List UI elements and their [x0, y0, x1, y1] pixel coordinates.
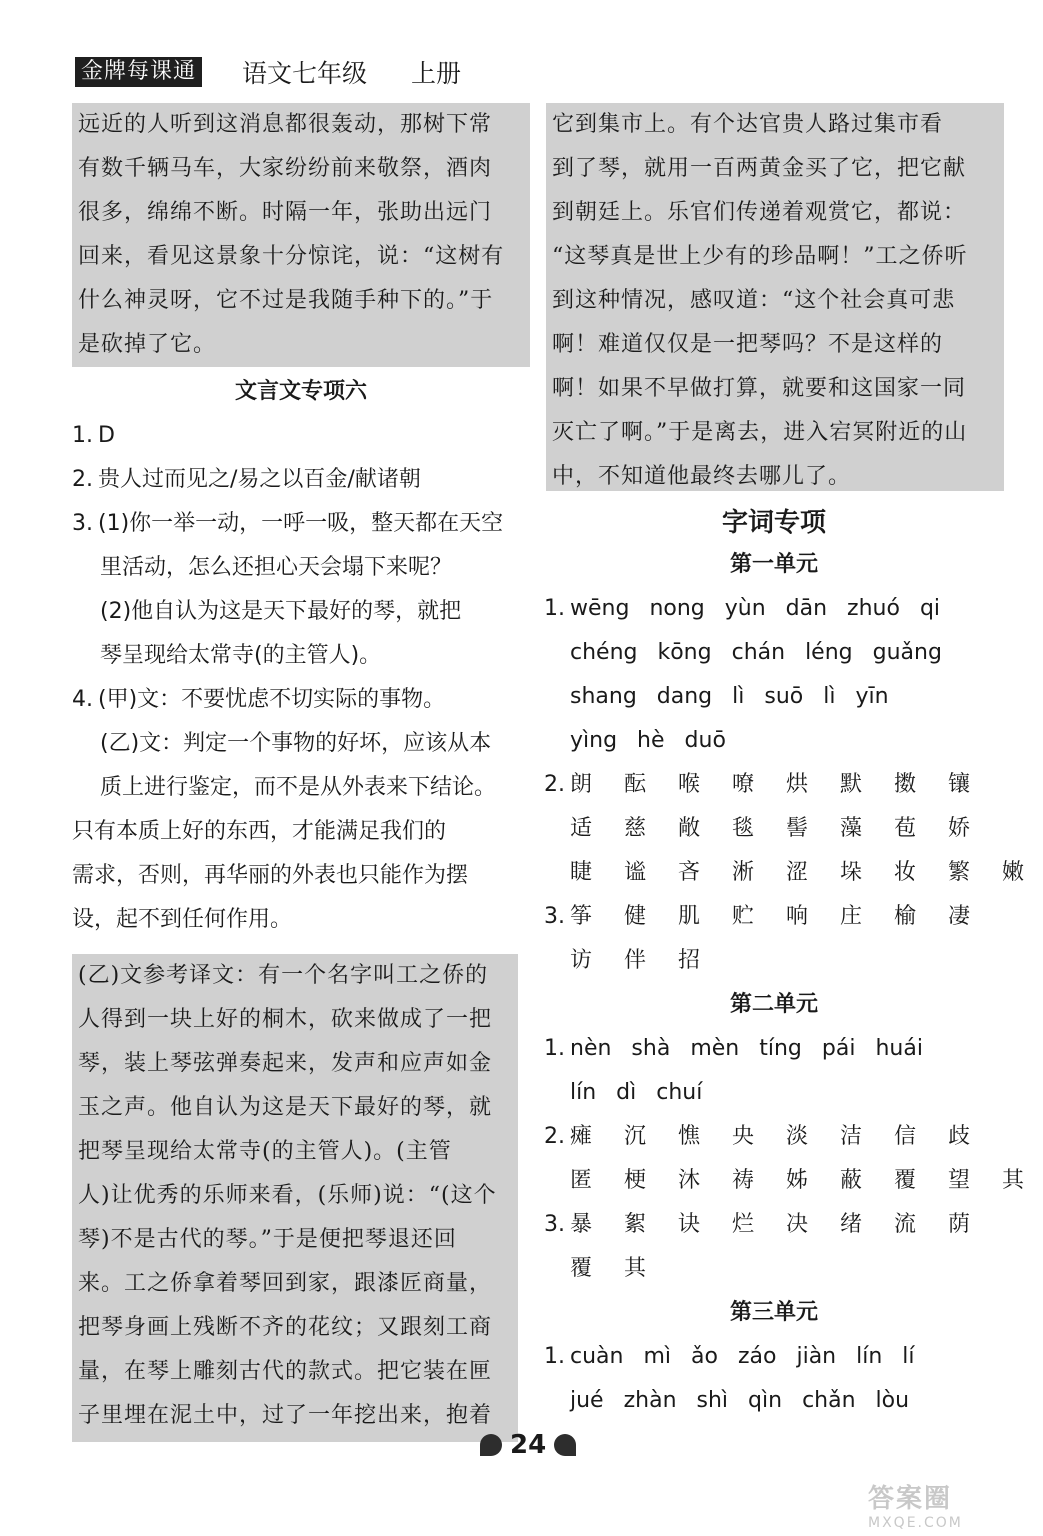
answer-item: 1. D [72, 423, 115, 448]
vocab-row [544, 675, 1004, 719]
hanzi-char: 其 [624, 1256, 647, 1281]
hanzi-char: 吝 [678, 860, 701, 885]
hanzi-char: 信 [894, 1124, 917, 1149]
answer-3-lines [72, 546, 530, 678]
answer-4-lines [72, 722, 530, 942]
hanzi-char: 烘 [786, 772, 809, 797]
answer-line: (2)他自认为这是天下最好的琴，就把 [100, 599, 462, 624]
answer-line: 里活动，怎么还担心天会塌下来呢？ [100, 555, 453, 580]
leaf-right-icon [554, 1434, 576, 1456]
watermark-logo: 答案圈 MXQE.COM [868, 1484, 963, 1531]
hanzi-char: 朗 [570, 772, 593, 797]
pinyin-word: shì [696, 1388, 729, 1413]
vocab-row [544, 719, 1004, 763]
hanzi-char: 荫 [948, 1212, 971, 1237]
pinyin-word: chéng [570, 640, 638, 665]
box-text-line: 人)让优秀的乐师来看，(乐师)说：“(这个 [78, 1183, 497, 1208]
hanzi-char: 涩 [786, 860, 809, 885]
hanzi-char: 招 [678, 948, 701, 973]
vocab-units [544, 543, 1025, 1423]
box-text-line: 来。工之侨拿着琴回到家，跟漆匠商量， [78, 1271, 493, 1296]
vocab-row [544, 851, 1025, 895]
unit-title: 第一单元 [729, 552, 818, 577]
hanzi-char: 髻 [786, 816, 809, 841]
pinyin-word: léng [805, 640, 853, 665]
right-column [544, 103, 1025, 1423]
pinyin-word: duō [684, 728, 726, 753]
hanzi-char: 凄 [948, 904, 971, 929]
hanzi-char: 姊 [786, 1168, 809, 1193]
pinyin-word: chǎn [802, 1388, 856, 1413]
pinyin-word: lì [823, 684, 836, 709]
hanzi-char: 访 [570, 948, 593, 973]
box-text-line: 子里埋在泥土中，过了一年挖出来，抱着 [78, 1403, 493, 1428]
hanzi-char: 暴 [570, 1212, 593, 1237]
hanzi-char: 淅 [732, 860, 755, 885]
pinyin-word: lí [902, 1344, 915, 1369]
hanzi-char: 默 [840, 772, 863, 797]
translation-continued-box [546, 103, 1004, 491]
box-text-line: 什么神灵呀，它不过是我随手种下的。”于 [78, 288, 494, 313]
vocab-row: 2. 朗 酝 喉 嘹 烘 默 擞 镶 [544, 763, 1004, 807]
hanzi-char: 喉 [678, 772, 701, 797]
pinyin-word: chuí [656, 1080, 703, 1105]
section-title: 文言文专项六 [234, 379, 367, 404]
pinyin-word: pái [821, 1036, 856, 1061]
box-text-line: 到朝廷上。乐官们传递着观赏它，都说： [552, 200, 967, 225]
answer-line: 设，起不到任何作用。 [72, 907, 293, 932]
hanzi-char: 央 [732, 1124, 755, 1149]
answer-line: 只有本质上好的东西，才能满足我们的 [72, 819, 447, 844]
answer-line: (乙)文：判定一个事物的好坏，应该从本 [100, 731, 492, 756]
vocab-row: 1. nèn shà mèn tíng pái huái [544, 1027, 1004, 1071]
left-column [72, 103, 530, 1442]
pinyin-word: lín [856, 1344, 883, 1369]
box-text-line: 啊！难道仅仅是一把琴吗？不是这样的 [552, 332, 944, 357]
pinyin-word: cuàn [570, 1344, 624, 1369]
hanzi-char: 谧 [624, 860, 647, 885]
hanzi-char: 酝 [624, 772, 647, 797]
hanzi-char: 诀 [678, 1212, 701, 1237]
box-text-line: 到了琴，就用一百两黄金买了它，把它献 [552, 156, 967, 181]
pinyin-word: yùn [724, 596, 766, 621]
hanzi-char: 适 [570, 816, 593, 841]
hanzi-char: 蔽 [840, 1168, 863, 1193]
hanzi-char: 繁 [948, 860, 971, 885]
vocab-row [544, 1379, 1004, 1423]
pinyin-word: mì [643, 1344, 672, 1369]
answer-line: 琴呈现给太常寺(的主管人)。 [100, 643, 382, 668]
hanzi-char: 沉 [624, 1124, 647, 1149]
vocab-row [544, 1071, 1004, 1115]
pinyin-word: jué [570, 1388, 604, 1413]
pinyin-word: nèn [570, 1036, 612, 1061]
box-text-line: 把琴身画上残断不齐的花纹；又跟刻工商 [78, 1315, 493, 1340]
hanzi-char: 憔 [678, 1124, 701, 1149]
pinyin-word: qìn [748, 1388, 783, 1413]
pinyin-word: huái [875, 1036, 923, 1061]
answer-item: 2. 贵人过而见之/易之以百金/献诸朝 [72, 467, 421, 492]
box-text-line: 量，在琴上雕刻古代的款式。把它装在匣 [78, 1359, 493, 1384]
pinyin-word: mèn [690, 1036, 740, 1061]
page-header [75, 55, 461, 89]
vocab-row: 3. 筝 健 肌 贮 响 庄 榆 凄 [544, 895, 1004, 939]
answer-4-first: 4. (甲)文：不要忧虑不切实际的事物。 [72, 687, 446, 712]
hanzi-char: 淡 [786, 1124, 809, 1149]
hanzi-char: 肌 [678, 904, 701, 929]
hanzi-char: 沐 [678, 1168, 701, 1193]
unit-title: 第三单元 [729, 1300, 818, 1325]
hanzi-char: 伴 [624, 948, 647, 973]
hanzi-char: 睫 [570, 860, 593, 885]
hanzi-char: 嫩 [1002, 860, 1025, 885]
pinyin-word: lì [732, 684, 745, 709]
vocab-row [544, 1247, 1004, 1291]
box-text-line: 灭亡了啊。”于是离去，进入宕冥附近的山 [552, 420, 968, 445]
pinyin-word: dān [785, 596, 828, 621]
hanzi-char: 覆 [894, 1168, 917, 1193]
hanzi-char: 筝 [570, 904, 593, 929]
vocab-row: 2. 瘫 沉 憔 央 淡 洁 信 歧 [544, 1115, 1004, 1159]
hanzi-char: 慈 [624, 816, 647, 841]
box-text-line: 到这种情况，感叹道：“这个社会真可悲 [552, 288, 956, 313]
pinyin-word: yìng [570, 728, 618, 753]
translation-box [72, 954, 518, 1442]
hanzi-char: 烂 [732, 1212, 755, 1237]
pinyin-word: záo [737, 1344, 777, 1369]
hanzi-char: 匿 [570, 1168, 593, 1193]
vocab-row [544, 631, 1004, 675]
hanzi-char: 榆 [894, 904, 917, 929]
answer-line: 质上进行鉴定，而不是从外表来下结论。 [100, 775, 497, 800]
hanzi-char: 其 [1002, 1168, 1025, 1193]
leaf-left-icon [480, 1434, 502, 1456]
hanzi-char: 庄 [840, 904, 863, 929]
pinyin-word: ǎo [691, 1344, 718, 1369]
pinyin-word: zhàn [623, 1388, 677, 1413]
hanzi-char: 洁 [840, 1124, 863, 1149]
box-text-line: 中，不知道他最终去哪儿了。 [552, 464, 852, 489]
hanzi-char: 瘫 [570, 1124, 593, 1149]
answer-item: 3. (1)你一举一动，一呼一吸，整天都在天空 [72, 511, 504, 536]
unit-title: 第二单元 [729, 992, 818, 1017]
hanzi-char: 藻 [840, 816, 863, 841]
pinyin-word: lòu [875, 1388, 910, 1413]
page-number: 24 [510, 1430, 547, 1460]
vocab-row [544, 1159, 1025, 1203]
hanzi-char: 敞 [678, 816, 701, 841]
book-title: 语文七年级 [242, 59, 368, 88]
page-footer [480, 1425, 576, 1465]
hanzi-char: 梗 [624, 1168, 647, 1193]
hanzi-char: 歧 [948, 1124, 971, 1149]
hanzi-char: 决 [786, 1212, 809, 1237]
box-text-line: 把琴呈现给太常寺(的主管人)。(主管 [78, 1139, 452, 1164]
pinyin-word: tíng [759, 1036, 802, 1061]
vocab-row: 1. wēng nong yùn dān zhuó qi [544, 587, 1004, 631]
vocab-row [544, 807, 1004, 851]
hanzi-char: 嘹 [732, 772, 755, 797]
hanzi-char: 望 [948, 1168, 971, 1193]
vocab-row: 3. 暴 絮 诀 烂 决 绪 流 荫 [544, 1203, 1004, 1247]
vocab-row: 1. cuàn mì ǎo záo jiàn lín lí [544, 1335, 1004, 1379]
pinyin-word: qi [919, 596, 941, 621]
box-text-line: 它到集市上。有个达官贵人路过集市看 [552, 112, 944, 137]
story-excerpt-box [72, 103, 530, 367]
pinyin-word: guǎng [872, 640, 942, 665]
box-text-line: 玉之声。他自认为这是天下最好的琴，就 [78, 1095, 493, 1120]
hanzi-char: 絮 [624, 1212, 647, 1237]
brand-label: 金牌每课通 [75, 57, 202, 87]
pinyin-word: hè [637, 728, 665, 753]
box-text-line: 远近的人听到这消息都很轰动，那树下常 [78, 112, 493, 137]
box-text-line: 很多，绵绵不断。时隔一年，张助出远门 [78, 200, 493, 225]
pinyin-word: yīn [855, 684, 889, 709]
pinyin-word: wēng [570, 596, 630, 621]
box-text-line: (乙)文参考译文：有一个名字叫工之侨的 [78, 963, 489, 988]
hanzi-char: 祷 [732, 1168, 755, 1193]
hanzi-char: 贮 [732, 904, 755, 929]
hanzi-char: 响 [786, 904, 809, 929]
pinyin-word: shang [570, 684, 637, 709]
pinyin-word: dang [656, 684, 713, 709]
hanzi-char: 绪 [840, 1212, 863, 1237]
hanzi-char: 妆 [894, 860, 917, 885]
box-text-line: 回来，看见这景象十分惊诧，说：“这树有 [78, 244, 505, 269]
box-text-line: 琴)不是古代的琴。”于是便把琴退还回 [78, 1227, 457, 1252]
hanzi-char: 娇 [948, 816, 971, 841]
hanzi-char: 苞 [894, 816, 917, 841]
pinyin-word: nong [649, 596, 705, 621]
answer-line: 需求，否则，再华丽的外表也只能作为摆 [72, 863, 469, 888]
pinyin-word: jiàn [796, 1344, 837, 1369]
vocab-row [544, 939, 1004, 983]
hanzi-char: 健 [624, 904, 647, 929]
pinyin-word: shà [631, 1036, 671, 1061]
hanzi-char: 流 [894, 1212, 917, 1237]
pinyin-word: kōng [657, 640, 712, 665]
hanzi-char: 毯 [732, 816, 755, 841]
answer-list [72, 414, 530, 546]
book-volume: 上册 [411, 59, 462, 88]
hanzi-char: 镶 [948, 772, 971, 797]
pinyin-word: chán [731, 640, 786, 665]
box-text-line: “这琴真是世上少有的珍品啊！”工之侨听 [552, 244, 968, 269]
hanzi-char: 覆 [570, 1256, 593, 1281]
pinyin-word: lín [570, 1080, 597, 1105]
box-text-line: 是砍掉了它。 [78, 332, 217, 357]
vocab-section-title: 字词专项 [721, 508, 826, 538]
box-text-line: 啊！如果不早做打算，就要和这国家一同 [552, 376, 967, 401]
pinyin-word: dì [616, 1080, 637, 1105]
hanzi-char: 垛 [840, 860, 863, 885]
box-text-line: 人得到一块上好的桐木，砍来做成了一把 [78, 1007, 493, 1032]
box-text-line: 有数千辆马车，大家纷纷前来敬祭，酒肉 [78, 156, 493, 181]
box-text-line: 琴，装上琴弦弹奏起来，发声和应声如金 [78, 1051, 493, 1076]
hanzi-char: 擞 [894, 772, 917, 797]
pinyin-word: zhuó [847, 596, 900, 621]
pinyin-word: suō [764, 684, 804, 709]
